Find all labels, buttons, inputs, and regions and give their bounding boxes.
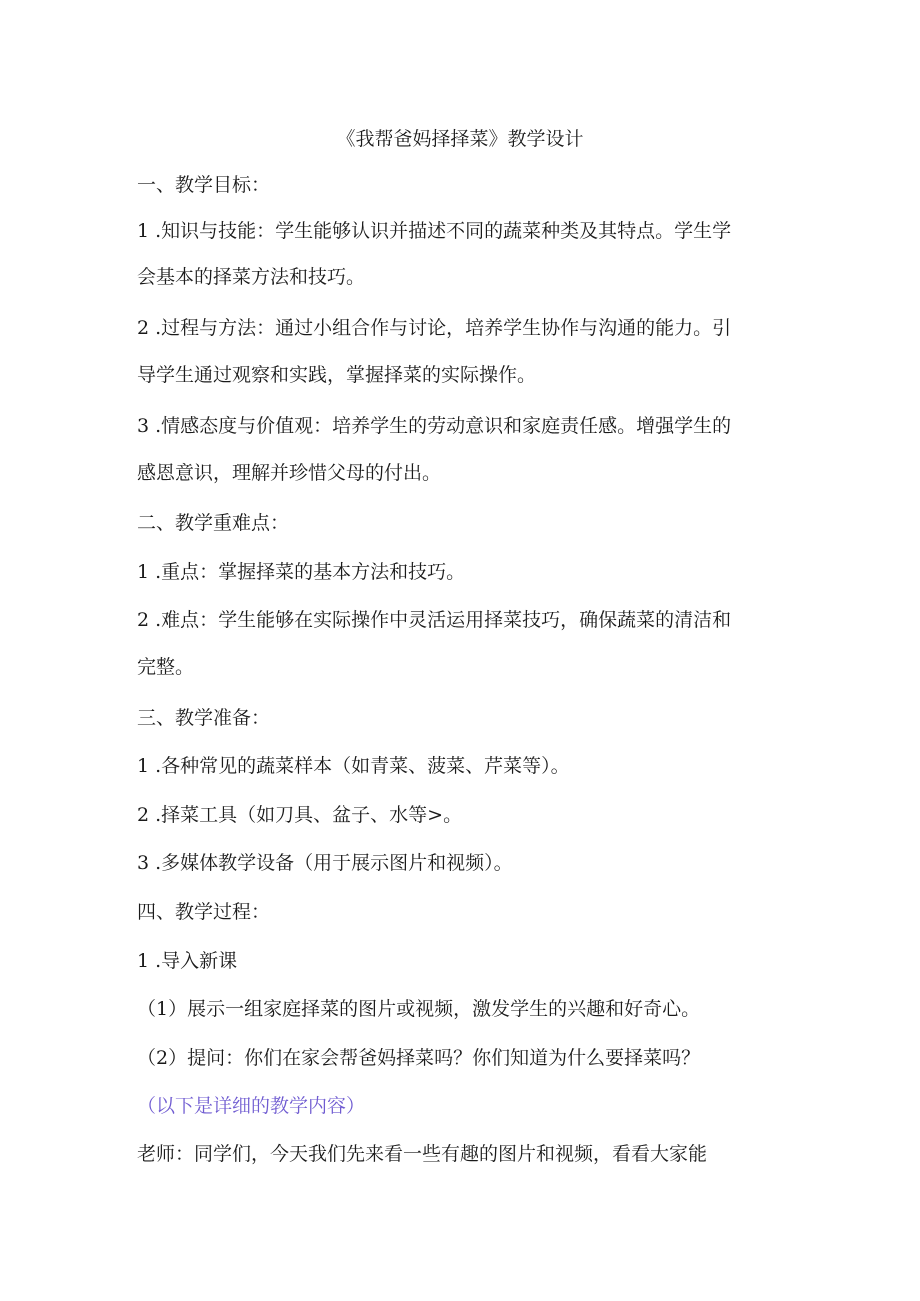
paragraph-line: 会基本的择菜方法和技巧。	[137, 266, 366, 288]
section-heading-key-points: 二、教学重难点：	[137, 512, 290, 534]
paragraph-line: 2 .难点：学生能够在实际操作中灵活运用择菜技巧，确保蔬菜的清洁和	[137, 609, 732, 631]
paragraph-line: （1）展示一组家庭择菜的图片或视频，激发学生的兴趣和好奇心。	[137, 998, 701, 1020]
paragraph-line: 1 .重点：掌握择菜的基本方法和技巧。	[137, 561, 466, 583]
paragraph-line: 2 .过程与方法：通过小组合作与讨论，培养学生协作与沟通的能力。引	[137, 317, 732, 339]
paragraph-line: 老师：同学们，今天我们先来看一些有趣的图片和视频，看看大家能	[137, 1143, 708, 1165]
paragraph-line: 2 .择菜工具（如刀具、盆子、水等>。	[137, 804, 463, 826]
paragraph-line: 1 .知识与技能：学生能够认识并描述不同的蔬菜种类及其特点。学生学	[137, 220, 732, 242]
document-title: 《我帮爸妈择择菜》教学设计	[336, 128, 584, 150]
section-heading-preparation: 三、教学准备：	[137, 707, 271, 729]
paragraph-line: 导学生通过观察和实践，掌握择菜的实际操作。	[137, 364, 537, 386]
detail-note: （以下是详细的教学内容）	[137, 1095, 366, 1117]
paragraph-line: 1 .各种常见的蔬菜样本（如青菜、菠菜、芹菜等）。	[137, 755, 570, 777]
paragraph-line: 3 .多媒体教学设备（用于展示图片和视频）。	[137, 852, 513, 874]
paragraph-line: 感恩意识，理解并珍惜父母的付出。	[137, 462, 442, 484]
paragraph-line: 完整。	[137, 656, 195, 678]
paragraph-line: 3 .情感态度与价值观：培养学生的劳动意识和家庭责任感。增强学生的	[137, 415, 732, 437]
section-heading-process: 四、教学过程：	[137, 901, 271, 923]
paragraph-line: （2）提问：你们在家会帮爸妈择菜吗？你们知道为什么要择菜吗？	[137, 1047, 701, 1069]
section-heading-objectives: 一、教学目标：	[137, 174, 271, 196]
paragraph-line: 1 .导入新课	[137, 950, 238, 972]
